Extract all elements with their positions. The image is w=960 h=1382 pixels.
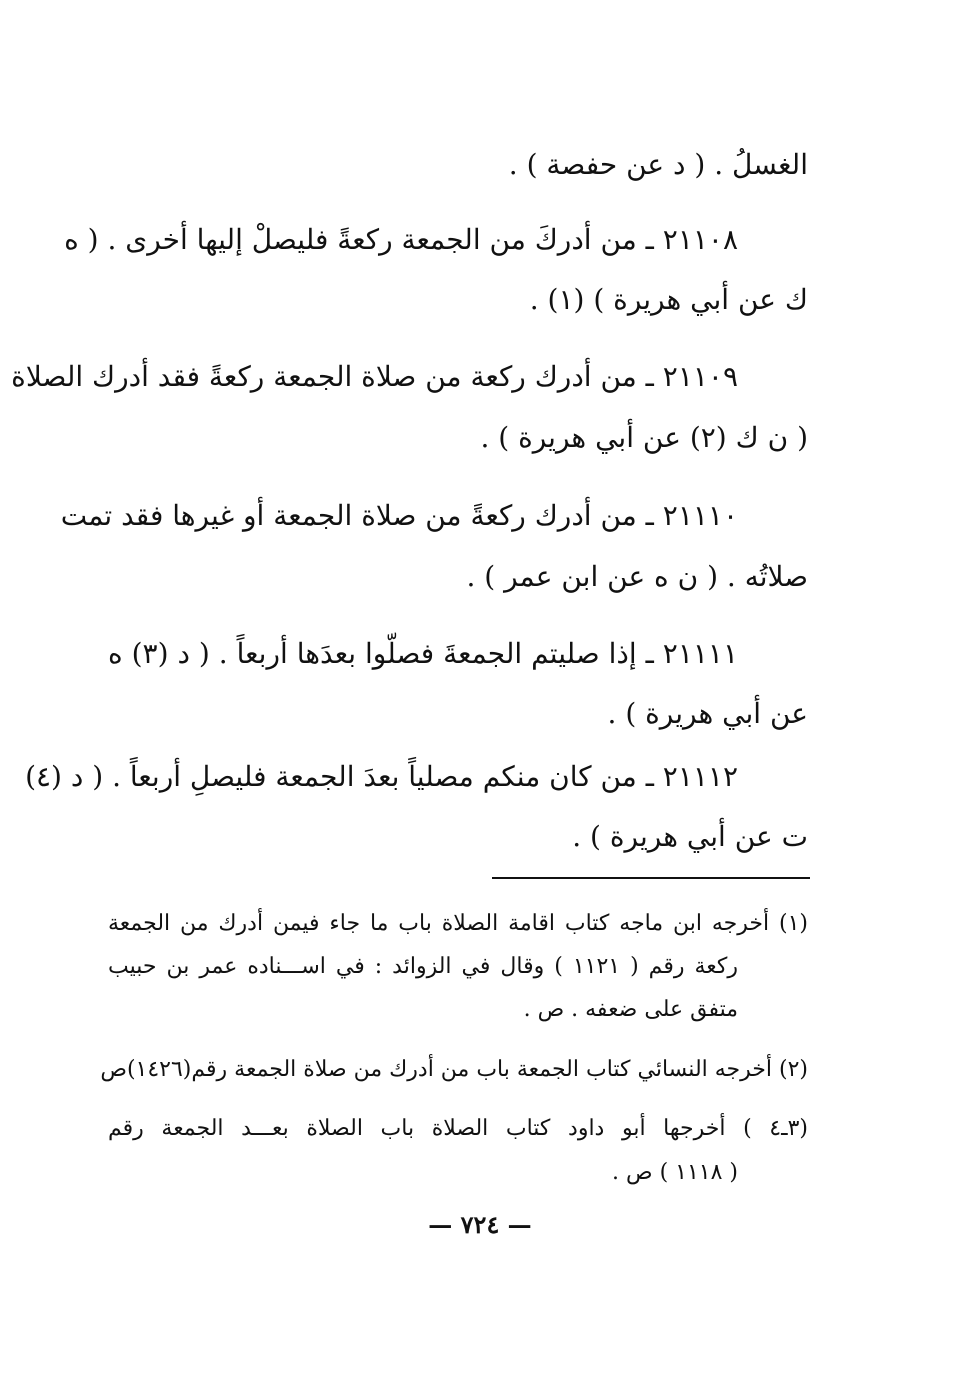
footnote-1-line-1: (١) أخرجه ابن ماجه كتاب اقامة الصلاة باب ما جاء فيمن أدرك من الجمعة bbox=[108, 911, 808, 936]
page-number: — ٧٢٤ — bbox=[428, 1210, 532, 1239]
footnote-3-4-line-1: (٣ـ٤ ) أخرجها أبو داود كتاب الصلاة باب الصلاة بعـــد الجمعة رقم bbox=[108, 1116, 808, 1141]
footnote-separator bbox=[492, 877, 810, 879]
footnote-2-line-1: (٢) أخرجه النسائي كتاب الجمعة باب من أدرك من صلاة الجمعة رقم(١٤٢٦)ص bbox=[100, 1057, 808, 1082]
hadith-21111-line-2: عن أبي هريرة ) . bbox=[607, 697, 808, 730]
footnote-1-line-3: متفق على ضعفه . ص . bbox=[523, 997, 738, 1022]
hadith-21110-line-2: صلاتُه . ( ن ه عن ابن عمر ) . bbox=[466, 560, 808, 593]
footnote-1-line-2: ركعة رقم ( ١١٢١ ) وقال في الزوائد : في اســـناده عمر بن حبيب bbox=[108, 954, 738, 979]
body-line-1: الغسلُ . ( د عن حفصة ) . bbox=[508, 148, 808, 181]
hadith-21109-line-1: ٢١١٠٩ ـ من أدرك ركعة من صلاة الجمعة ركعةً فقد أدرك الصلاة bbox=[11, 360, 738, 393]
hadith-21111-line-1: ٢١١١١ ـ إذا صليتم الجمعةَ فصلّوا بعدَها أربعاً . ( د (٣) ه bbox=[108, 637, 738, 670]
footnote-3-4-line-2: ( ١١١٨ ) ص . bbox=[612, 1160, 738, 1185]
hadith-21110-line-1: ٢١١١٠ ـ من أدرك ركعةً من صلاة الجمعة أو غيرها فقد تمت bbox=[60, 499, 738, 532]
hadith-21108-line-2: ك عن أبي هريرة ) (١) . bbox=[529, 283, 808, 316]
hadith-21112-line-1: ٢١١١٢ ـ من كان منكم مصلياً بعدَ الجمعة فليصلِ أربعاً . ( د (٤) bbox=[25, 760, 738, 793]
hadith-21108-line-1: ٢١١٠٨ ـ من أدركَ من الجمعة ركعةً فليصلْ إليها أخرى . ( ه bbox=[64, 223, 738, 256]
hadith-21112-line-2: ت عن أبي هريرة ) . bbox=[572, 820, 808, 853]
hadith-21109-line-2: ( ن ك (٢) عن أبي هريرة ) . bbox=[480, 421, 808, 454]
